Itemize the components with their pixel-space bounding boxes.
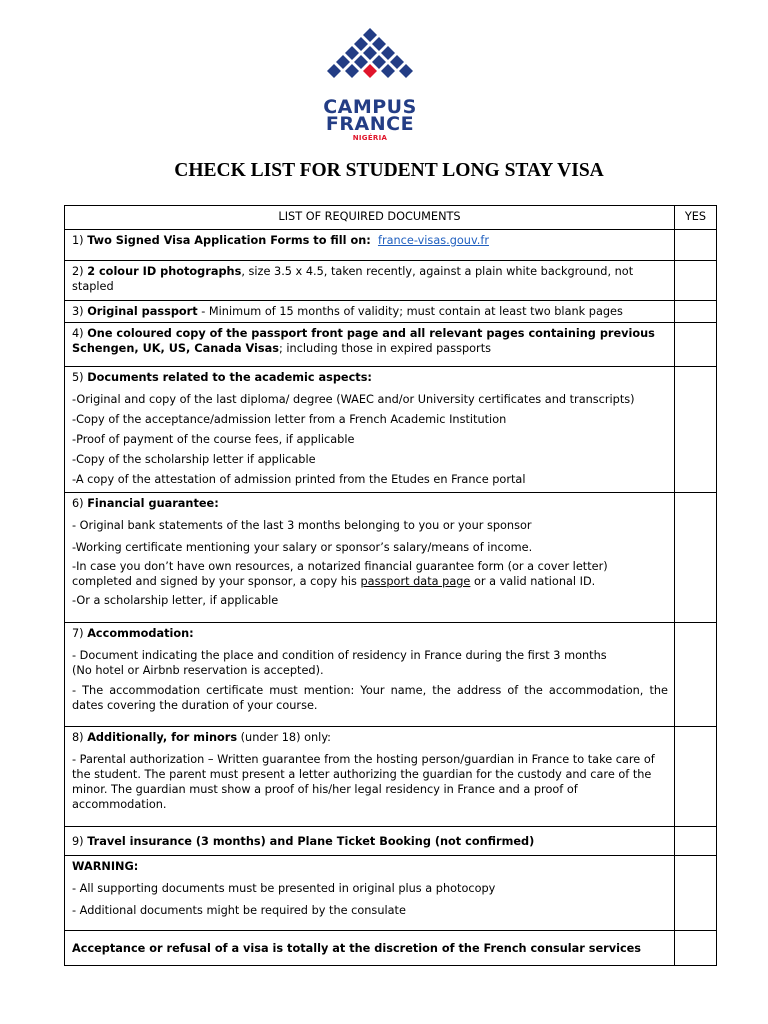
list-item: -Copy of the scholarship letter if applicable xyxy=(72,453,316,466)
logo-word-campus: CAMPUS xyxy=(323,96,417,118)
row-1-yes-cell[interactable] xyxy=(675,230,717,261)
row-6-text: 6) Financial guarantee: - Original bank statements of the last 3 months belonging to you or your sponsor -Working certificate mentioning your salary or sponsor’s salary/means of income. -In case you don’t have own resources, a notarized financial guarantee form (or a cover letter) completed and signed by your sponsor, a copy his passport data page or a valid national ID. -Or a scholarship letter, if applicable xyxy=(65,493,675,623)
row-4-text: 4) One coloured copy of the passport front page and all relevant pages containing previous Schengen, UK, US, Canada Visas; including those in expired passports xyxy=(65,323,675,367)
list-item: - The accommodation certificate must mention: Your name, the address of the accommodation, the dates covering the duration of your course. xyxy=(72,684,668,712)
table-row xyxy=(65,827,717,856)
warning-text xyxy=(65,856,675,931)
table-row xyxy=(65,623,717,727)
list-item: -A copy of the attestation of admission printed from the Etudes en France portal xyxy=(72,473,526,486)
list-item: - All supporting documents must be presented in original plus a photocopy xyxy=(72,882,496,895)
warning-yes-cell[interactable] xyxy=(675,856,717,931)
row-7-text: 7) Accommodation: - Document indicating the place and condition of residency in France during the first 3 months (No hotel or Airbnb reservation is accepted). - The accommodation certificate must mention: Your name, the address of the accommodation, the dates covering the duration of your course. xyxy=(65,623,675,727)
row-5-text: 5) Documents related to the academic aspects: -Original and copy of the last diploma/ degree (WAEC and/or University certificates and transcripts) -Copy of the acceptance/admission letter from a French Academic Institution -Proof of payment of the course fees, if applicable -Copy of the scholarship letter if applicable -A copy of the attestation of admission printed from the Etudes en France portal xyxy=(65,367,675,493)
row-8-text: 8) Additionally, for minors (under 18) only: - Parental authorization – Written guarantee from the hosting person/guardian in France to take care of the student. The parent must present a letter authorizing the guardian for the custody and care of the minor. The guardian must show a proof of his/her legal residency in France and a proof of accommodation. xyxy=(65,727,675,827)
final-yes-cell[interactable] xyxy=(675,931,717,966)
warning-heading: WARNING: xyxy=(72,860,139,873)
list-item: - Original bank statements of the last 3 months belonging to you or your sponsor xyxy=(72,519,532,532)
list-item: - Document indicating the place and condition of residency in France during the first 3 months xyxy=(72,649,607,662)
row-9-yes-cell[interactable] xyxy=(675,827,717,856)
header-documents: LIST OF REQUIRED DOCUMENTS xyxy=(65,206,675,230)
list-item: -Working certificate mentioning your salary or sponsor’s salary/means of income. xyxy=(72,541,533,554)
row-1-text: 1) Two Signed Visa Application Forms to fill on: france-visas.gouv.fr xyxy=(65,230,675,261)
list-item: -Or a scholarship letter, if applicable xyxy=(72,594,279,607)
list-item: (No hotel or Airbnb reservation is accepted). xyxy=(72,664,324,677)
row-5-yes-cell[interactable] xyxy=(675,367,717,493)
row-1-bold: Two Signed Visa Application Forms to fill on: xyxy=(87,234,371,247)
row-9-text: 9) Travel insurance (3 months) and Plane Ticket Booking (not confirmed) xyxy=(65,827,675,856)
row-2-text: 2) 2 colour ID photographs, size 3.5 x 4.5, taken recently, against a plain white background, not stapled xyxy=(65,261,675,301)
table-row xyxy=(65,323,717,367)
final-statement: Acceptance or refusal of a visa is totally at the discretion of the French consular services xyxy=(65,931,675,966)
table-row xyxy=(65,301,717,323)
campus-france-logo xyxy=(318,28,422,148)
table-row xyxy=(65,856,717,931)
table-row xyxy=(65,493,717,623)
france-visas-link[interactable]: france-visas.gouv.fr xyxy=(377,234,489,247)
table-row xyxy=(65,230,717,261)
list-item: -Copy of the acceptance/admission letter from a French Academic Institution xyxy=(72,413,507,426)
table-row xyxy=(65,261,717,301)
row-3-yes-cell[interactable] xyxy=(675,301,717,323)
passport-data-page-text: passport data page xyxy=(360,575,471,588)
list-item: -Proof of payment of the course fees, if applicable xyxy=(72,433,355,446)
table-header-row xyxy=(65,206,717,230)
row-4-yes-cell[interactable] xyxy=(675,323,717,367)
table-row xyxy=(65,931,717,966)
diamond-mark-icon xyxy=(324,28,416,100)
list-item: - Parental authorization – Written guarantee from the hosting person/guardian in France to take care of the student. The parent must present a letter authorizing the guardian for the custody and care of the minor. The guardian must show a proof of his/her legal residency in France and a proof of accommodation. xyxy=(72,753,655,811)
list-item: -In case you don’t have own resources, a notarized financial guarantee form (or a cover letter) completed and signed by your sponsor, a copy his passport data page or a valid national ID. xyxy=(72,560,608,588)
list-item: - Additional documents might be required by the consulate xyxy=(72,904,406,917)
row-3-text: 3) Original passport - Minimum of 15 months of validity; must contain at least two blank pages xyxy=(65,301,675,323)
header-yes: YES xyxy=(675,206,717,230)
table-row xyxy=(65,367,717,493)
table-row xyxy=(65,727,717,827)
logo-word-france: FRANCE xyxy=(325,113,415,135)
row-7-yes-cell[interactable] xyxy=(675,623,717,727)
checklist-table xyxy=(64,205,717,966)
document-title: CHECK LIST FOR STUDENT LONG STAY VISA xyxy=(174,160,604,181)
row-6-yes-cell[interactable] xyxy=(675,493,717,623)
logo-word-nigeria: NIGÉRIA xyxy=(352,134,388,142)
list-item: -Original and copy of the last diploma/ degree (WAEC and/or University certificates and transcripts) xyxy=(72,393,635,406)
row-2-yes-cell[interactable] xyxy=(675,261,717,301)
row-8-yes-cell[interactable] xyxy=(675,727,717,827)
